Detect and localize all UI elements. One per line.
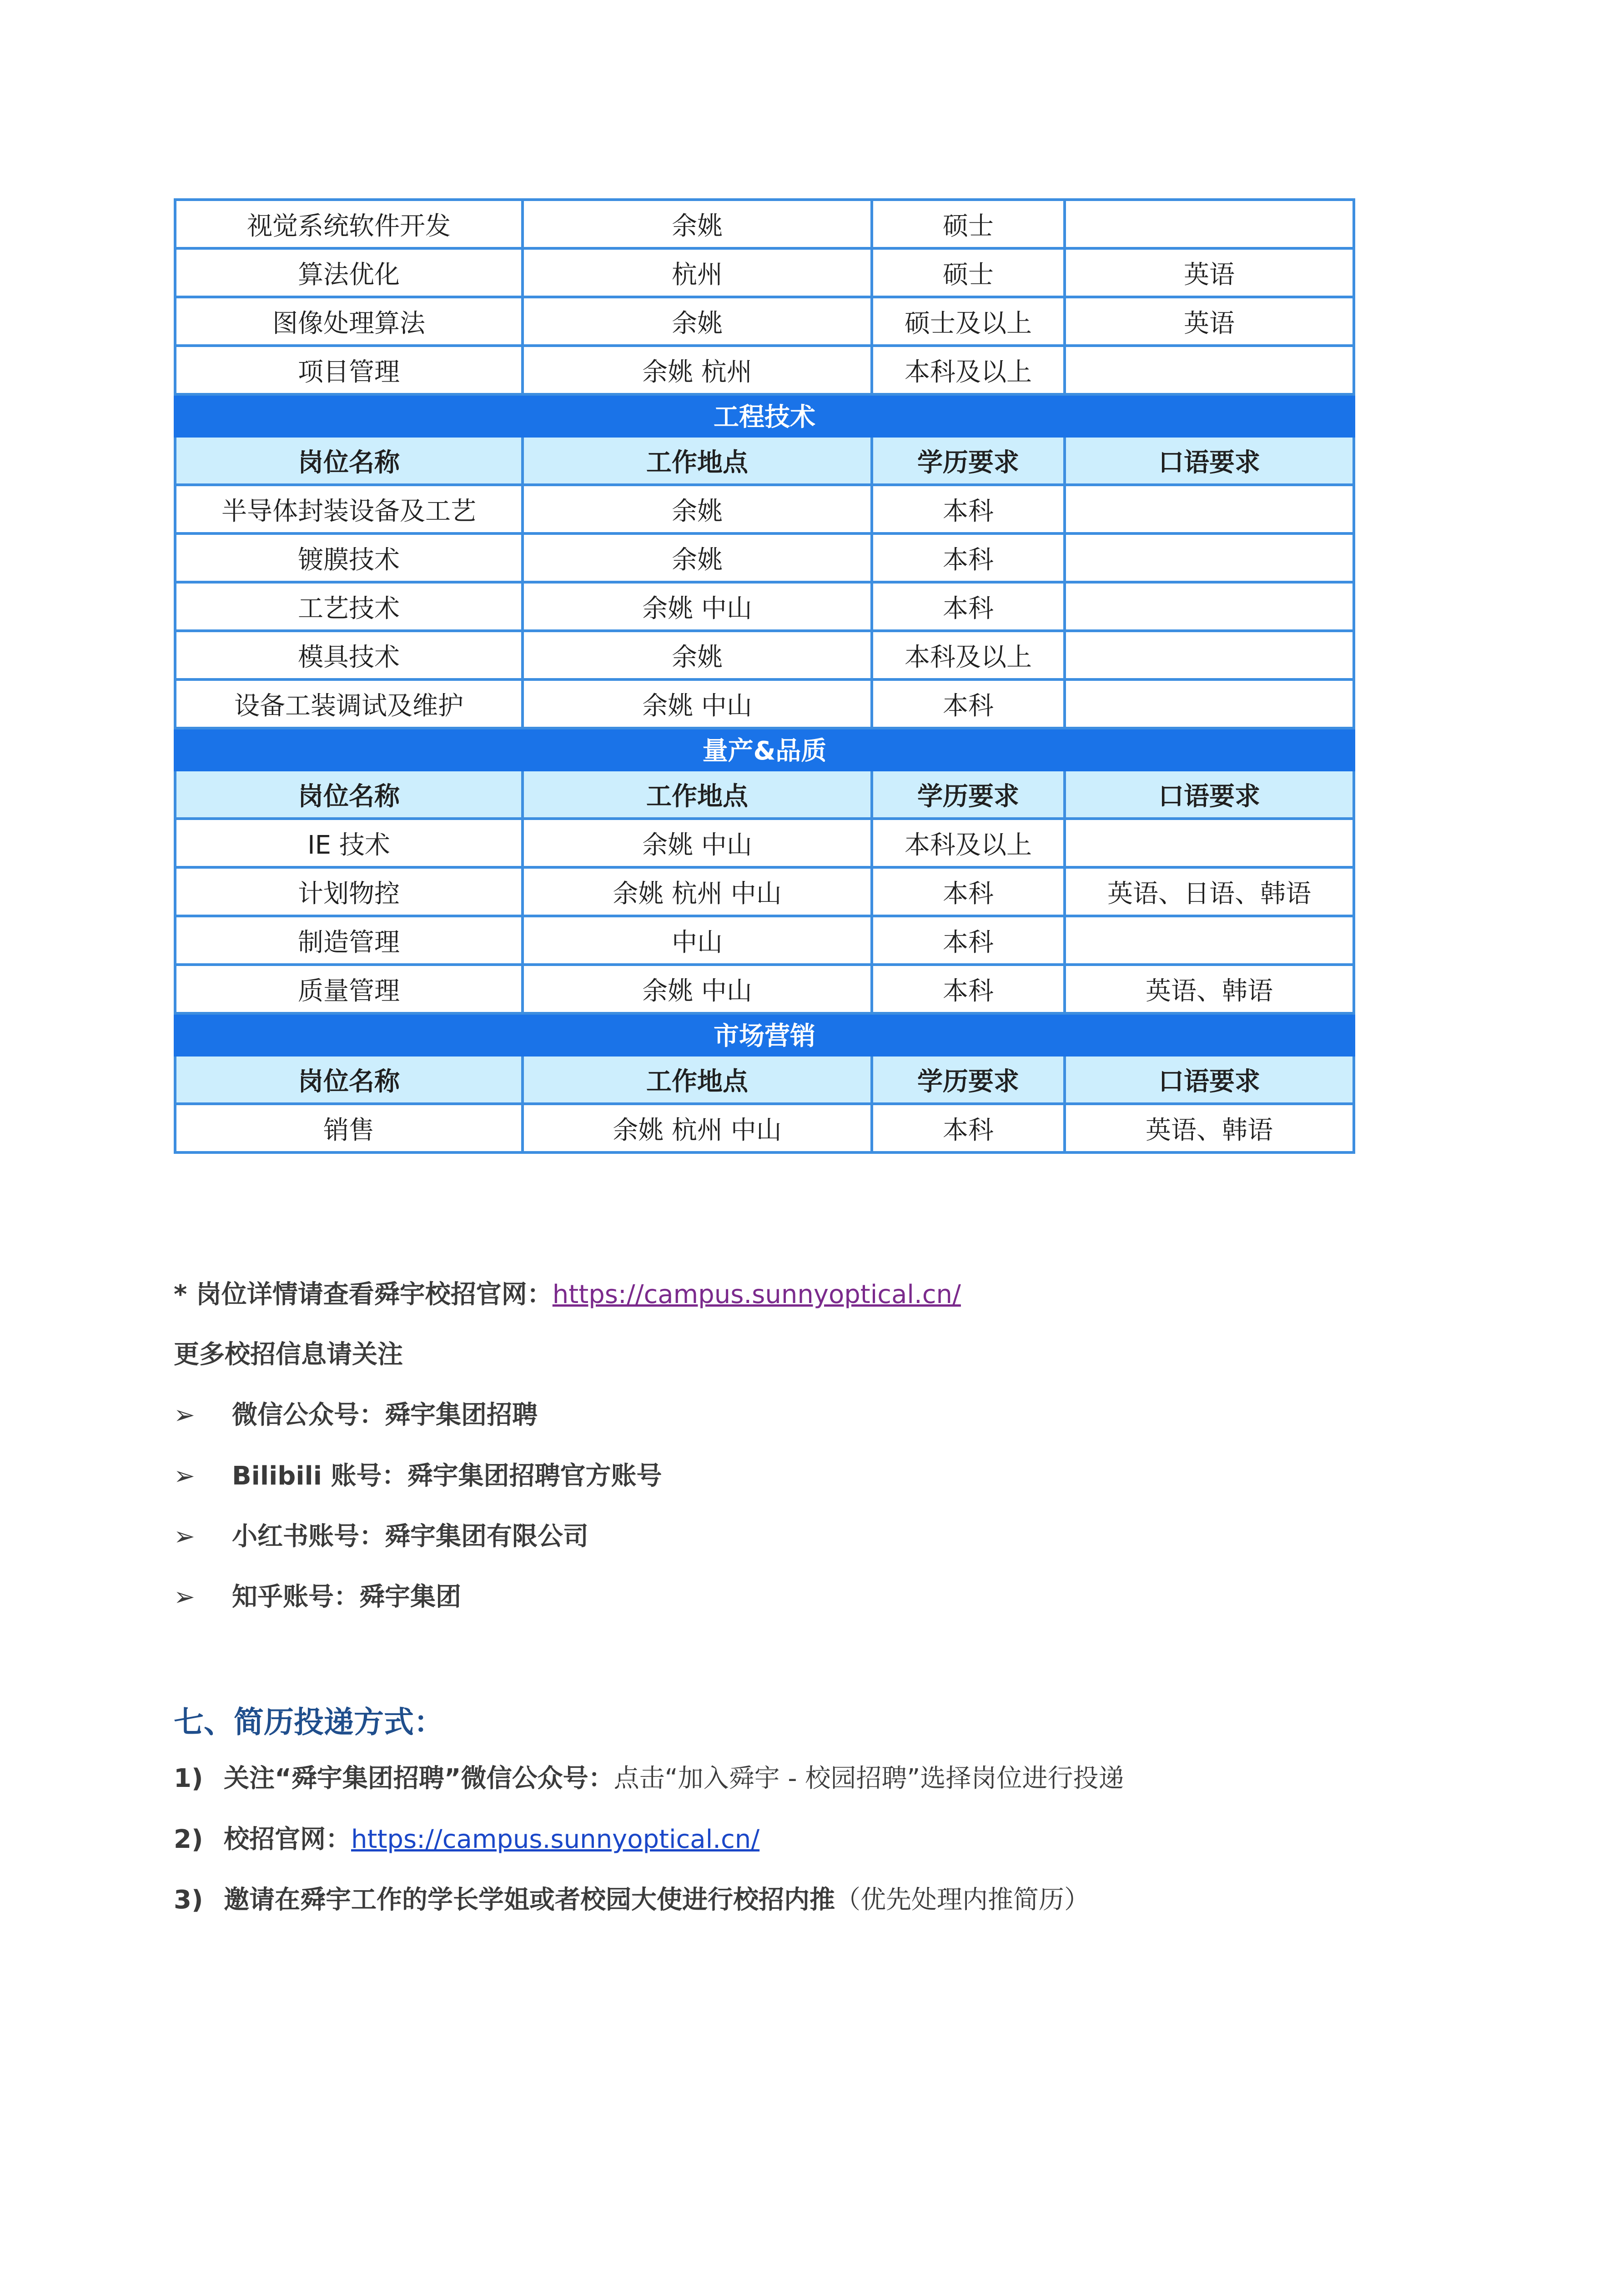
table-cell — [1065, 819, 1354, 867]
table-row — [175, 819, 1354, 867]
table-cell: 中山 — [523, 916, 872, 965]
table-cell: 本科 — [872, 916, 1065, 965]
table-cell: 余姚 中山 — [523, 819, 872, 867]
section-title: 工程技术 — [175, 394, 1354, 436]
table-cell — [1065, 631, 1354, 679]
table-cell: 视觉系统软件开发 — [175, 200, 523, 248]
table-cell: 英语、韩语 — [1065, 1104, 1354, 1152]
table-cell: 本科 — [872, 679, 1065, 728]
table-row — [175, 916, 1354, 965]
table-row — [175, 582, 1354, 631]
table-row — [175, 297, 1354, 346]
table-cell: 算法优化 — [175, 248, 523, 297]
campus-site-link[interactable]: https://campus.sunnyoptical.cn/ — [351, 1825, 760, 1854]
section-title: 市场营销 — [175, 1013, 1354, 1055]
column-header: 学历要求 — [872, 770, 1065, 819]
column-header: 口语要求 — [1065, 436, 1354, 485]
table-cell — [1065, 679, 1354, 728]
table-cell: 余姚 杭州 — [523, 346, 872, 394]
follow-item-text: 小红书账号：舜宇集团有限公司 — [232, 1522, 588, 1551]
table-cell: 本科及以上 — [872, 631, 1065, 679]
table-cell: 余姚 — [523, 297, 872, 346]
table-cell: 本科及以上 — [872, 819, 1065, 867]
follow-item — [174, 1521, 588, 1553]
table-row — [175, 679, 1354, 728]
arrow-bullet-icon: ➢ — [174, 1461, 195, 1491]
table-row — [175, 346, 1354, 394]
table-cell: 余姚 杭州 中山 — [523, 867, 872, 916]
follow-item — [174, 1460, 662, 1492]
table-cell: 余姚 — [523, 533, 872, 582]
column-header: 岗位名称 — [175, 436, 523, 485]
table-row — [175, 1104, 1354, 1152]
section-row — [175, 728, 1354, 770]
submit-method-3 — [174, 1884, 1090, 1916]
item-bold-text: 校招官网： — [224, 1825, 351, 1854]
column-header: 口语要求 — [1065, 1055, 1354, 1104]
follow-title: 更多校招信息请关注 — [174, 1340, 403, 1369]
table-cell: 余姚 — [523, 631, 872, 679]
item-bold-text: 邀请在舜宇工作的学长学姐或者校园大使进行校招内推 — [224, 1885, 835, 1915]
item-text: 点击“加入舜宇 - 校园招聘”选择岗位进行投递 — [613, 1764, 1124, 1793]
campus-site-link[interactable]: https://campus.sunnyoptical.cn/ — [552, 1280, 961, 1309]
table-cell: 硕士 — [872, 248, 1065, 297]
table-cell: 余姚 杭州 中山 — [523, 1104, 872, 1152]
item-number: 1) — [174, 1764, 203, 1793]
table-row — [175, 867, 1354, 916]
table-cell: 英语 — [1065, 248, 1354, 297]
table-cell — [1065, 533, 1354, 582]
table-cell: 本科 — [872, 533, 1065, 582]
follow-item-text: Bilibili 账号：舜宇集团招聘官方账号 — [232, 1461, 662, 1491]
table-cell: 本科及以上 — [872, 346, 1065, 394]
column-header: 工作地点 — [523, 1055, 872, 1104]
table-cell — [1065, 346, 1354, 394]
table-cell — [1065, 485, 1354, 533]
detail-note — [174, 1279, 961, 1311]
table-cell: 硕士 — [872, 200, 1065, 248]
column-header: 工作地点 — [523, 770, 872, 819]
table-cell: 质量管理 — [175, 965, 523, 1013]
submit-method-2 — [174, 1824, 759, 1856]
table-cell: 本科 — [872, 867, 1065, 916]
section-row — [175, 394, 1354, 436]
jobs-table — [174, 198, 1355, 1154]
table-row — [175, 485, 1354, 533]
table-cell — [1065, 916, 1354, 965]
table-cell: 本科 — [872, 582, 1065, 631]
table-cell — [1065, 200, 1354, 248]
table-cell: IE 技术 — [175, 819, 523, 867]
table-cell: 硕士及以上 — [872, 297, 1065, 346]
arrow-bullet-icon: ➢ — [174, 1582, 195, 1612]
table-cell: 设备工装调试及维护 — [175, 679, 523, 728]
column-header: 岗位名称 — [175, 1055, 523, 1104]
table-cell: 半导体封装设备及工艺 — [175, 485, 523, 533]
table-cell: 余姚 — [523, 485, 872, 533]
detail-note-label: * 岗位详情请查看舜宇校招官网： — [174, 1280, 553, 1309]
column-header: 岗位名称 — [175, 770, 523, 819]
table-header-row — [175, 770, 1354, 819]
table-cell: 本科 — [872, 965, 1065, 1013]
table-cell: 镀膜技术 — [175, 533, 523, 582]
column-header: 工作地点 — [523, 436, 872, 485]
table-row — [175, 631, 1354, 679]
follow-item-text: 知乎账号：舜宇集团 — [232, 1582, 461, 1612]
table-cell: 英语、韩语 — [1065, 965, 1354, 1013]
table-cell: 杭州 — [523, 248, 872, 297]
follow-item — [174, 1399, 538, 1431]
arrow-bullet-icon: ➢ — [174, 1522, 195, 1551]
table-cell: 余姚 中山 — [523, 965, 872, 1013]
table-row — [175, 248, 1354, 297]
table-header-row — [175, 436, 1354, 485]
table-cell: 余姚 中山 — [523, 582, 872, 631]
arrow-bullet-icon: ➢ — [174, 1400, 195, 1430]
section-heading: 七、简历投递方式： — [174, 1705, 444, 1740]
table-cell: 余姚 — [523, 200, 872, 248]
item-number: 3) — [174, 1885, 203, 1915]
table-cell: 模具技术 — [175, 631, 523, 679]
section-title: 量产&品质 — [175, 728, 1354, 770]
table-header-row — [175, 1055, 1354, 1104]
table-cell: 工艺技术 — [175, 582, 523, 631]
table-cell: 英语、日语、韩语 — [1065, 867, 1354, 916]
item-bold-text: 关注“舜宇集团招聘”微信公众号： — [224, 1764, 614, 1793]
submit-method-1 — [174, 1763, 1124, 1795]
table-cell: 英语 — [1065, 297, 1354, 346]
item-number: 2) — [174, 1825, 203, 1854]
table-cell: 余姚 中山 — [523, 679, 872, 728]
table-row — [175, 200, 1354, 248]
table-cell: 本科 — [872, 1104, 1065, 1152]
table-cell: 制造管理 — [175, 916, 523, 965]
table-row — [175, 965, 1354, 1013]
follow-item-text: 微信公众号：舜宇集团招聘 — [232, 1400, 538, 1430]
table-row — [175, 533, 1354, 582]
table-cell: 本科 — [872, 485, 1065, 533]
section-row — [175, 1013, 1354, 1055]
column-header: 学历要求 — [872, 1055, 1065, 1104]
table-cell: 项目管理 — [175, 346, 523, 394]
follow-item — [174, 1581, 461, 1613]
table-cell: 销售 — [175, 1104, 523, 1152]
table-cell: 图像处理算法 — [175, 297, 523, 346]
table-cell: 计划物控 — [175, 867, 523, 916]
table-cell — [1065, 582, 1354, 631]
column-header: 口语要求 — [1065, 770, 1354, 819]
column-header: 学历要求 — [872, 436, 1065, 485]
item-text: （优先处理内推简历） — [835, 1885, 1090, 1915]
